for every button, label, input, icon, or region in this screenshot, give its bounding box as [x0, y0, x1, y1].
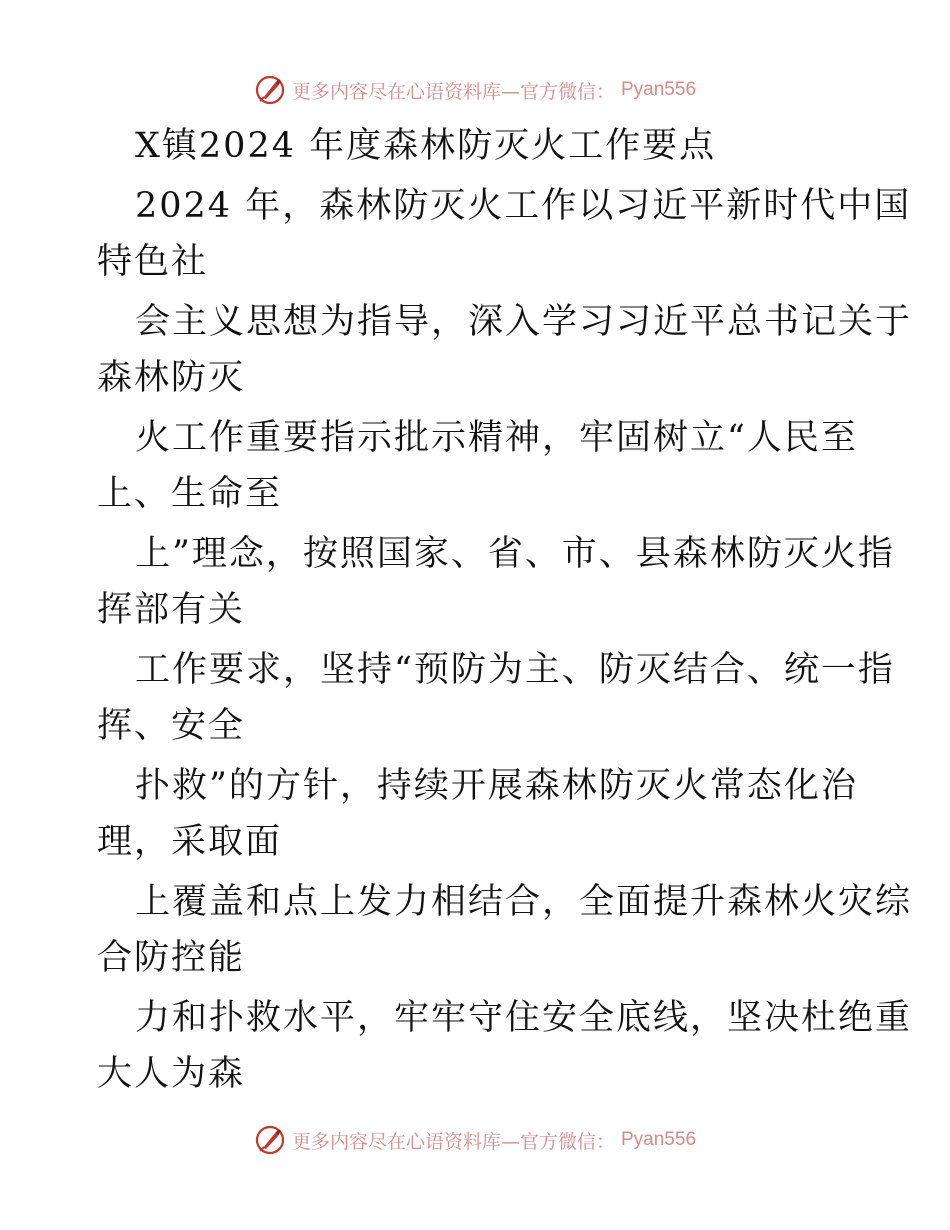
paragraph-line: 火工作重要指示批示精神，牢固树立“人民至 — [135, 418, 858, 458]
watermark-text: 更多内容尽在心语资料库—官方微信： — [291, 1130, 615, 1153]
footer-watermark — [0, 1120, 950, 1160]
paragraph-line: 特色社 — [97, 242, 209, 282]
paragraph-line: 合防控能 — [97, 938, 246, 978]
watermark-text: 更多内容尽在心语资料库—官方微信： — [291, 80, 615, 103]
paragraph-line: 工作要求，坚持“预防为主、防灭结合、统一指 — [135, 650, 895, 690]
paragraph-line: 挥部有关 — [97, 590, 246, 630]
paragraph-line: 挥、安全 — [97, 706, 246, 746]
paragraph-line: 上”理念，按照国家、省、市、县森林防灭火指 — [135, 534, 895, 574]
watermark-wechat-id: Pyan556 — [621, 1129, 697, 1150]
paragraph-line: 力和扑救水平，牢牢守住安全底线，坚决杜绝重 — [135, 998, 913, 1038]
watermark-wechat-id: Pyan556 — [621, 79, 697, 100]
paragraph-line: 会主义思想为指导，深入学习习近平总书记关于 — [135, 302, 913, 342]
paragraph-line: 上覆盖和点上发力相结合，全面提升森林火灾综 — [135, 882, 913, 922]
paragraph-line: 上、生命至 — [97, 474, 283, 514]
paragraph-line: 大人为森 — [97, 1054, 246, 1094]
paragraph-line: 森林防灭 — [97, 358, 246, 398]
quill-logo-icon — [254, 1124, 286, 1156]
document-title: X镇2024 年度森林防灭火工作要点 — [135, 126, 717, 166]
paragraph-line: 扑救”的方针，持续开展森林防灭火常态化治 — [135, 766, 858, 806]
paragraph-line: 2024 年，森林防灭火工作以习近平新时代中国 — [135, 186, 912, 226]
quill-logo-icon — [254, 74, 286, 106]
paragraph-line: 理，采取面 — [97, 822, 283, 862]
header-watermark — [0, 70, 950, 110]
